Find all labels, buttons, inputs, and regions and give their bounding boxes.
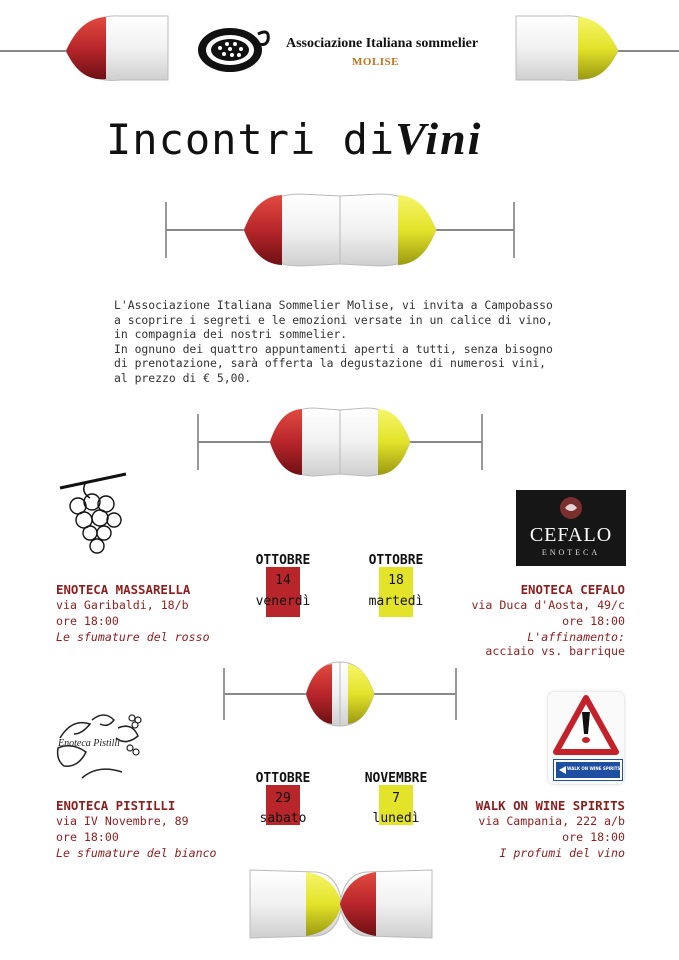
warning-sign-icon [552, 694, 620, 756]
banner-arrow-icon [559, 766, 566, 774]
event-month: OTTOBRE [255, 553, 311, 568]
cefalo-emblem-icon [559, 496, 583, 520]
venue-address: via Campania, 222 a/b [478, 814, 625, 828]
intro-line: L'Associazione Italiana Sommelier Molise, vi invita a Campobasso [114, 298, 553, 312]
event-time: ore 18:00 [562, 614, 625, 628]
event-time: ore 18:00 [56, 614, 119, 628]
venue-name: ENOTECA CEFALO [520, 582, 625, 597]
event-month: OTTOBRE [255, 771, 311, 786]
wine-glass-white-top-right-icon [514, 14, 679, 84]
intro-line: a scoprire i segreti e le emozioni versate in un calice di vino, [114, 312, 553, 327]
event-theme: Le sfumature del bianco [56, 846, 217, 860]
facing-wine-glasses-icon [192, 406, 488, 478]
ais-tastevin-logo-icon [196, 24, 272, 76]
event-time: ore 18:00 [56, 830, 119, 844]
walk-on-wine-logo [548, 692, 624, 784]
wine-glass-red-top-left-icon [0, 14, 170, 84]
event-day: 14 [275, 573, 291, 588]
event-theme: I profumi del vino [499, 846, 625, 860]
pistilli-logo-text: Enoteca Pistilli [58, 738, 120, 749]
event-weekday: sabato [259, 811, 307, 826]
event-month: OTTOBRE [368, 553, 424, 568]
page-title [106, 112, 482, 165]
walk-on-wine-banner [554, 760, 622, 780]
intro-line: in compagnia dei nostri sommelier. [114, 327, 348, 342]
facing-wine-glasses-icon [220, 660, 460, 728]
event-month: NOVEMBRE [364, 771, 428, 786]
grapes-sketch-icon [56, 470, 136, 556]
event-theme: Le sfumature del rosso [56, 630, 210, 644]
venue-name: WALK ON WINE SPIRITS [475, 798, 625, 813]
venue-address: via Duca d'Aosta, 49/c [471, 598, 625, 612]
event-weekday: lunedì [372, 811, 420, 826]
walk-on-wine-sign-text: WALK ON WINE SPIRITS [567, 766, 621, 771]
cefalo-logo-name: CEFALO [529, 524, 613, 546]
intro-line: In ognuno dei quattro appuntamenti aperti a tutti, senza bisogno [114, 341, 553, 356]
association-name: Associazione Italiana sommelier [286, 36, 479, 51]
region-name: MOLISE [352, 56, 400, 68]
venue-address: via Garibaldi, 18/b [56, 598, 189, 612]
cefalo-logo-sub: ENOTECA [541, 548, 601, 557]
event-weekday: venerdì [255, 594, 311, 609]
intro-paragraph [114, 298, 553, 386]
facing-wine-glasses-icon [160, 192, 520, 268]
event-day: 7 [392, 791, 400, 806]
intro-line: di prenotazione, sarà offerta la degustazione di numerosi vini, [114, 356, 547, 371]
event-time: ore 18:00 [562, 830, 625, 844]
event-day: 29 [275, 791, 291, 806]
title-part2: Vini [395, 113, 483, 164]
cefalo-logo [516, 490, 626, 566]
event-day: 18 [388, 573, 404, 588]
event-theme: acciaio vs. barrique [485, 644, 625, 658]
event-theme: L'affinamento: [527, 630, 625, 644]
title-part1: Incontri di [106, 115, 396, 164]
intro-line: al prezzo di € 5,00. [114, 370, 252, 385]
venue-name: ENOTECA PISTILLI [56, 798, 176, 813]
event-weekday: martedì [368, 594, 424, 609]
facing-wine-glasses-bottom-icon [246, 866, 436, 940]
venue-address: via IV Novembre, 89 [56, 814, 189, 828]
venue-name: ENOTECA MASSARELLA [56, 582, 191, 597]
